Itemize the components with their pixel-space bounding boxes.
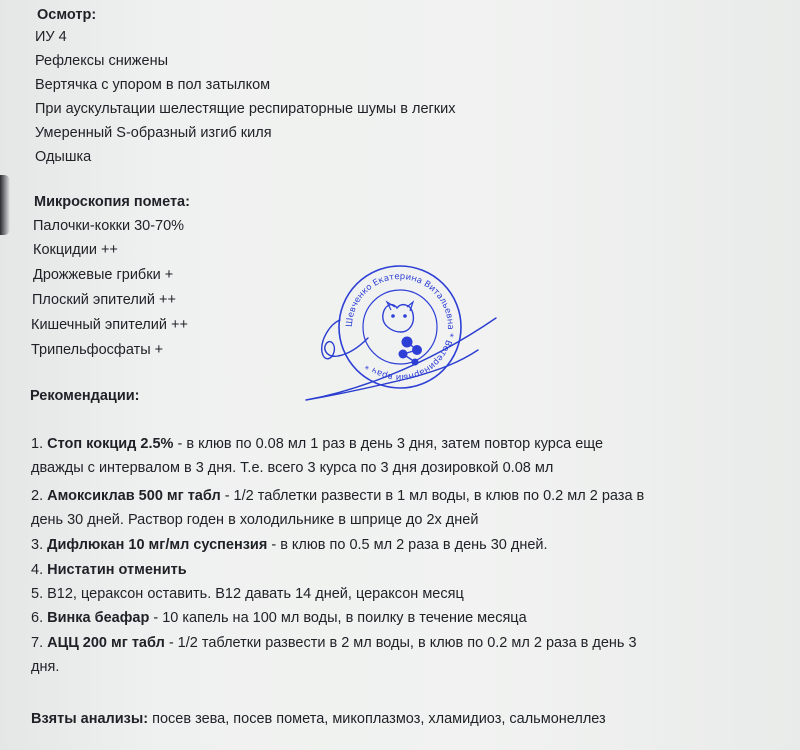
recommendation-number: 7. xyxy=(31,635,44,651)
drug-name: Амоксиклав 500 мг табл xyxy=(47,488,221,504)
recommendation-text: - в клюв по 0.08 мл 1 раз в день 3 дня, затем повтор курса еще xyxy=(173,436,604,452)
recommendation-text: - 10 капель на 100 мл воды, в поилку в течение месяца xyxy=(149,610,527,626)
recommendation-continuation: дважды с интервалом в 3 дня. Т.е. всего 3 курса по 3 дня дозировкой 0.08 мл xyxy=(31,460,554,476)
recommendation-number: 1. xyxy=(31,436,44,452)
recommendation-number: 3. xyxy=(31,537,44,553)
drug-name: Винка беафар xyxy=(47,610,150,626)
stamp-ring-text: Шевченко Екатерина Витальевна * Ветеринарный врач * xyxy=(344,271,456,383)
recommendation-text: - 1/2 таблетки развести в 1 мл воды, в клюв по 0.2 мл 2 раза в xyxy=(220,488,645,504)
exam-item: Умеренный S-образный изгиб киля xyxy=(35,125,272,141)
microscopy-item: Дрожжевые грибки + xyxy=(33,267,174,283)
microscopy-heading: Микроскопия помета: xyxy=(34,194,190,210)
exam-item: Вертячка с упором в пол затылком xyxy=(35,77,271,93)
exam-heading: Осмотр: xyxy=(37,7,97,23)
tests-text: посев зева, посев помета, микоплазмоз, хламидиоз, сальмонеллез xyxy=(148,711,606,727)
recommendation-line xyxy=(31,608,527,628)
recommendation-line xyxy=(31,633,637,653)
microscopy-item: Кишечный эпителий ++ xyxy=(31,317,188,333)
recommendation-line xyxy=(31,535,548,555)
recommendations-heading: Рекомендации: xyxy=(30,388,140,404)
microscopy-item: Плоский эпителий ++ xyxy=(32,292,176,308)
exam-item: Одышка xyxy=(35,149,92,165)
recommendation-continuation: дня. xyxy=(31,659,60,675)
recommendation-text: - 1/2 таблетки развести в 2 мл воды, в клюв по 0.2 мл 2 раза в день 3 xyxy=(164,635,637,651)
tests-line xyxy=(31,709,606,729)
recommendation-number: 2. xyxy=(31,488,44,504)
recommendation-text: В12, цераксон оставить. В12 давать 14 дней, цераксон месяц xyxy=(47,586,464,602)
microscopy-item: Кокцидии ++ xyxy=(33,242,118,258)
exam-item: При аускультации шелестящие респираторные шумы в легких xyxy=(35,101,456,117)
recommendation-line xyxy=(31,434,603,454)
recommendation-continuation: день 30 дней. Раствор годен в холодильнике в шприце до 2х дней xyxy=(31,512,479,528)
microscopy-item: Трипельфосфаты + xyxy=(31,342,164,358)
recommendation-number: 5. xyxy=(31,586,44,602)
recommendation-number: 4. xyxy=(31,562,44,578)
exam-item: Рефлексы снижены xyxy=(35,53,168,69)
recommendation-text: - в клюв по 0.5 мл 2 раза в день 30 дней. xyxy=(267,537,548,553)
drug-name: Нистатин отменить xyxy=(47,562,187,578)
page-edge-shadow xyxy=(0,175,10,235)
recommendation-line xyxy=(31,560,187,580)
exam-item: ИУ 4 xyxy=(35,29,67,45)
drug-name: Стоп кокцид 2.5% xyxy=(47,436,174,452)
drug-name: Дифлюкан 10 мг/мл суспензия xyxy=(47,537,268,553)
tests-label: Взяты анализы: xyxy=(31,711,149,727)
microscopy-item: Палочки-кокки 30-70% xyxy=(33,218,185,234)
signature xyxy=(300,300,500,410)
recommendation-line xyxy=(31,486,644,506)
recommendation-line xyxy=(31,584,464,604)
recommendation-number: 6. xyxy=(31,610,44,626)
drug-name: АЦЦ 200 мг табл xyxy=(47,635,165,651)
